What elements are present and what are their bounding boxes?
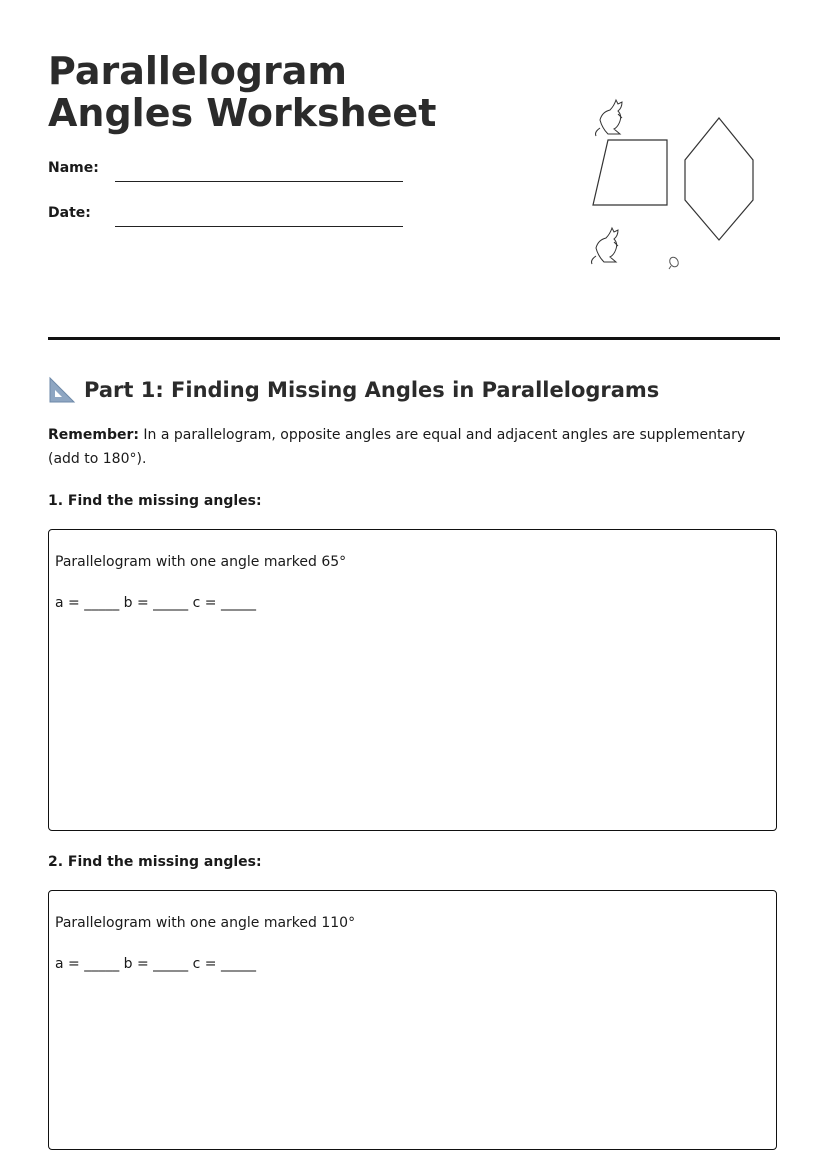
trapezoid-shape bbox=[593, 140, 667, 205]
decorative-illustration bbox=[538, 92, 758, 282]
date-input-line[interactable] bbox=[115, 226, 403, 227]
remember-note bbox=[48, 423, 778, 471]
question-1-title: 1. Find the missing angles: bbox=[48, 493, 262, 509]
remember-label: Remember: bbox=[48, 427, 139, 443]
question-1-answers[interactable]: a = _____ b = _____ c = _____ bbox=[55, 595, 256, 611]
kangaroo-icon bbox=[596, 100, 623, 136]
name-label: Name: bbox=[48, 160, 99, 176]
date-field-row bbox=[48, 205, 408, 229]
kangaroo-icon bbox=[592, 228, 619, 264]
remember-text: In a parallelogram, opposite angles are equal and adjacent angles are supplementary (add to 180°). bbox=[48, 427, 746, 467]
question-2-box[interactable] bbox=[48, 890, 777, 1150]
question-2-title: 2. Find the missing angles: bbox=[48, 854, 262, 870]
question-2-answers[interactable]: a = _____ b = _____ c = _____ bbox=[55, 956, 256, 972]
date-label: Date: bbox=[48, 205, 91, 221]
triangle-ruler-icon bbox=[48, 376, 76, 404]
page-title: Parallelogram Angles Worksheet bbox=[48, 49, 437, 135]
hexagon-shape bbox=[685, 118, 753, 240]
question-1-box[interactable] bbox=[48, 529, 777, 831]
name-input-line[interactable] bbox=[115, 181, 403, 182]
header-divider bbox=[48, 337, 780, 340]
question-2-description: Parallelogram with one angle marked 110° bbox=[55, 915, 356, 931]
section-heading bbox=[48, 374, 659, 406]
name-field-row bbox=[48, 160, 408, 184]
leaf-icon bbox=[668, 256, 680, 269]
section-heading-text: Part 1: Finding Missing Angles in Parallelograms bbox=[84, 378, 660, 402]
question-1-description: Parallelogram with one angle marked 65° bbox=[55, 554, 347, 570]
